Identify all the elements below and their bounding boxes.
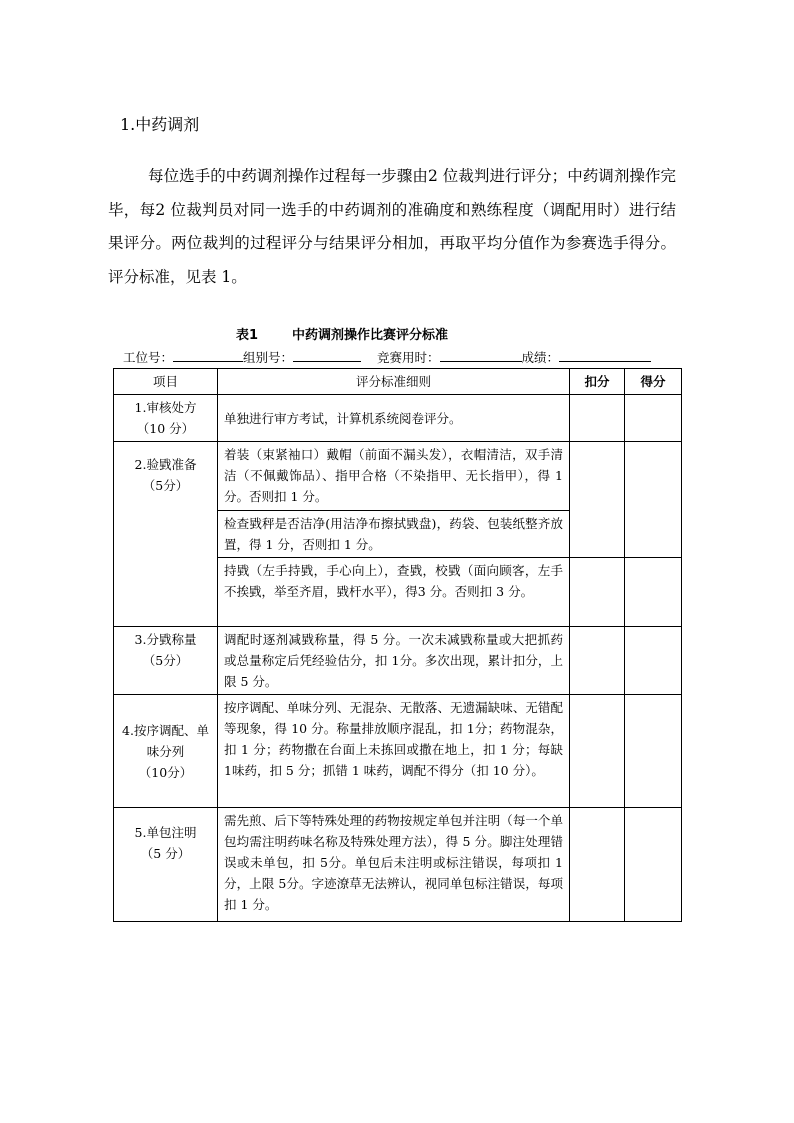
deduct-cell[interactable] [570,442,625,558]
item-points: （10分） [138,764,193,780]
item-points: （5 分） [140,846,191,861]
criteria-cell: 调配时逐剂减戥称量，得 5 分。一次未减戥称量或大把抓药或总量称定后凭经验估分，扣 1分。多次出现，累计扣分，上限 5 分。 [218,627,570,695]
item-name: 2.验戥准备 [134,457,197,472]
deduct-cell[interactable] [570,627,625,695]
station-blank[interactable] [173,349,243,362]
table-header-row [114,369,682,395]
criteria-cell: 检查戥秤是否洁净(用洁净布擦拭戥盘)，药袋、包装纸整齐放置，得 1 分，否则扣 1 分。 [218,511,570,558]
header-score: 得分 [625,369,682,395]
item-name: 4.按序调配、单味分列 [122,722,209,759]
group-label: 组别号： [243,350,294,365]
table-row [114,395,682,442]
group-blank[interactable] [293,349,361,362]
item-points: （10 分） [136,421,195,436]
criteria-cell: 需先煎、后下等特殊处理的药物按规定单包并注明（每一个单包均需注明药味名称及特殊处理方法），得 5 分。脚注处理错误或未单包，扣 5分。单包后未注明或标注错误，每项扣 1 分，上限 5分。字迹潦草无法辨认，视同单包标注错误，每项扣 1 分。 [218,808,570,922]
item-cell [114,395,218,442]
criteria-cell: 按序调配、单味分列、无混杂、无散落、无遗漏缺味、无错配等现象，得 10 分。称量排放顺序混乱，扣 1分；药物混杂，扣 1 分；药物撒在台面上未拣回或撒在地上，扣 1 分；每缺1味药，扣 5 分；抓错 1 味药，调配不得分（扣 10 分）。 [218,695,570,808]
deduct-cell[interactable] [570,695,625,808]
score-blank[interactable] [559,349,651,362]
item-name: 1.审核处方 [134,400,197,415]
item-name: 5.单包注明 [134,825,197,840]
deduct-cell[interactable] [570,558,625,627]
score-cell[interactable] [625,442,682,558]
table-caption [236,324,448,343]
section-heading: 1.中药调剂 [120,115,200,134]
score-cell[interactable] [625,627,682,695]
table-row [114,808,682,922]
score-cell[interactable] [625,558,682,627]
score-cell[interactable] [625,808,682,922]
header-deduct: 扣分 [570,369,625,395]
header-item: 项目 [114,369,218,395]
score-label: 成绩： [521,350,560,365]
station-label: 工位号： [123,350,174,365]
table-number: 表1 [236,328,259,343]
time-blank[interactable] [440,349,522,362]
item-cell [114,442,218,627]
info-line [123,348,651,366]
score-cell[interactable] [625,695,682,808]
time-label: 竞赛用时： [377,350,440,365]
table-row [114,442,682,511]
item-cell [114,695,218,808]
paragraph-text: 每位选手的中药调剂操作过程每一步骤由2 位裁判进行评分；中药调剂操作完毕，每2 位裁判员对同一选手的中药调剂的准确度和熟练程度（调配用时）进行结果评分。两位裁判的过程评分与结果评分相加，再取平均分值作为参赛选手得分。评分标准，见表 1。 [108,167,676,286]
item-name: 3.分戥称量 [134,632,197,647]
criteria-cell: 着装（束紧袖口）戴帽（前面不漏头发），衣帽清洁，双手清洁（不佩戴饰品）、指甲合格（不染指甲、无长指甲），得 1 分。否则扣 1 分。 [218,442,570,511]
deduct-cell[interactable] [570,395,625,442]
table-title: 中药调剂操作比赛评分标准 [292,328,449,343]
item-cell [114,808,218,922]
deduct-cell[interactable] [570,808,625,922]
table-row [114,627,682,695]
score-cell[interactable] [625,395,682,442]
table-row [114,695,682,808]
header-criteria: 评分标准细则 [218,369,570,395]
item-points: （5分） [142,653,189,668]
body-paragraph [108,160,676,294]
item-points: （5分） [142,478,189,493]
criteria-cell: 单独进行审方考试，计算机系统阅卷评分。 [218,395,570,442]
scoring-table [113,368,682,922]
criteria-cell: 持戥（左手持戥，手心向上），查戥，校戥（面向顾客，左手不挨戥，举至齐眉，戥杆水平），得3 分。否则扣 3 分。 [218,558,570,627]
item-cell [114,627,218,695]
